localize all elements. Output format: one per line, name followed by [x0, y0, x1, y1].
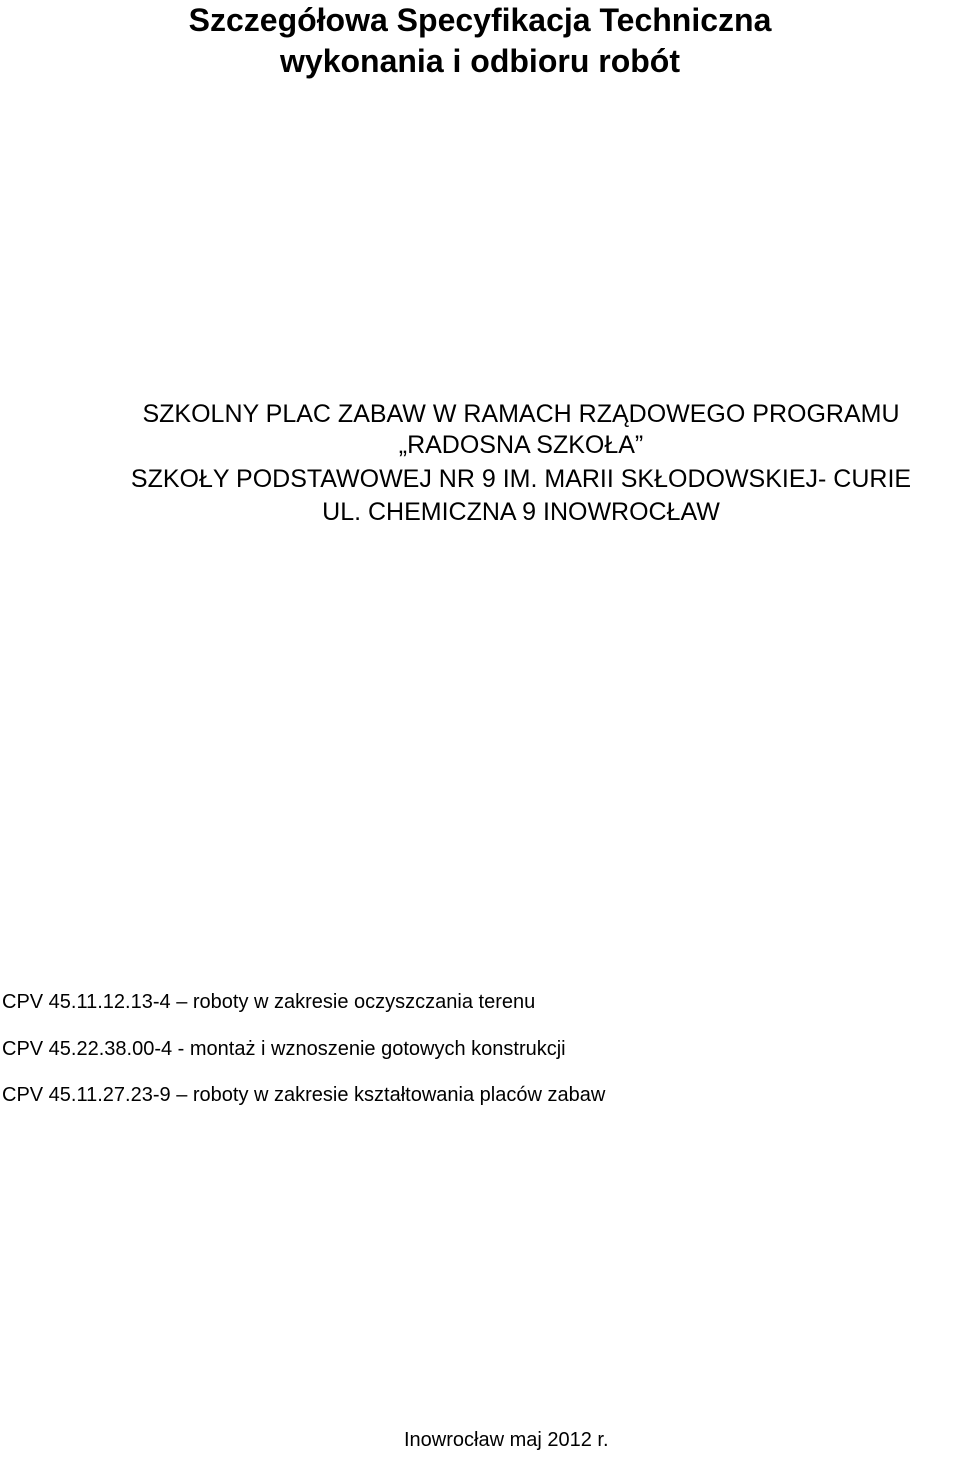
project-line-3: SZKOŁY PODSTAWOWEJ NR 9 IM. MARII SKŁODOWSKIEJ- CURIE — [130, 465, 912, 493]
document-title-line-2: wykonania i odbioru robót — [280, 43, 680, 79]
project-line-1: SZKOLNY PLAC ZABAW W RAMACH RZĄDOWEGO PROGRAMU — [142, 400, 900, 428]
project-line-2: „RADOSNA SZKOŁA” — [398, 431, 644, 459]
project-line-4: UL. CHEMICZNA 9 INOWROCŁAW — [322, 498, 720, 526]
document-title-line-1: Szczegółowa Specyfikacja Techniczna — [188, 2, 772, 38]
cpv-code-1: CPV 45.11.12.13-4 – roboty w zakresie oczyszczania terenu — [2, 991, 536, 1013]
document-footer-date: Inowrocław maj 2012 r. — [404, 1429, 609, 1451]
cpv-code-3: CPV 45.11.27.23-9 – roboty w zakresie kształtowania placów zabaw — [2, 1084, 606, 1106]
cpv-code-2: CPV 45.22.38.00-4 - montaż i wznoszenie gotowych konstrukcji — [2, 1038, 566, 1060]
